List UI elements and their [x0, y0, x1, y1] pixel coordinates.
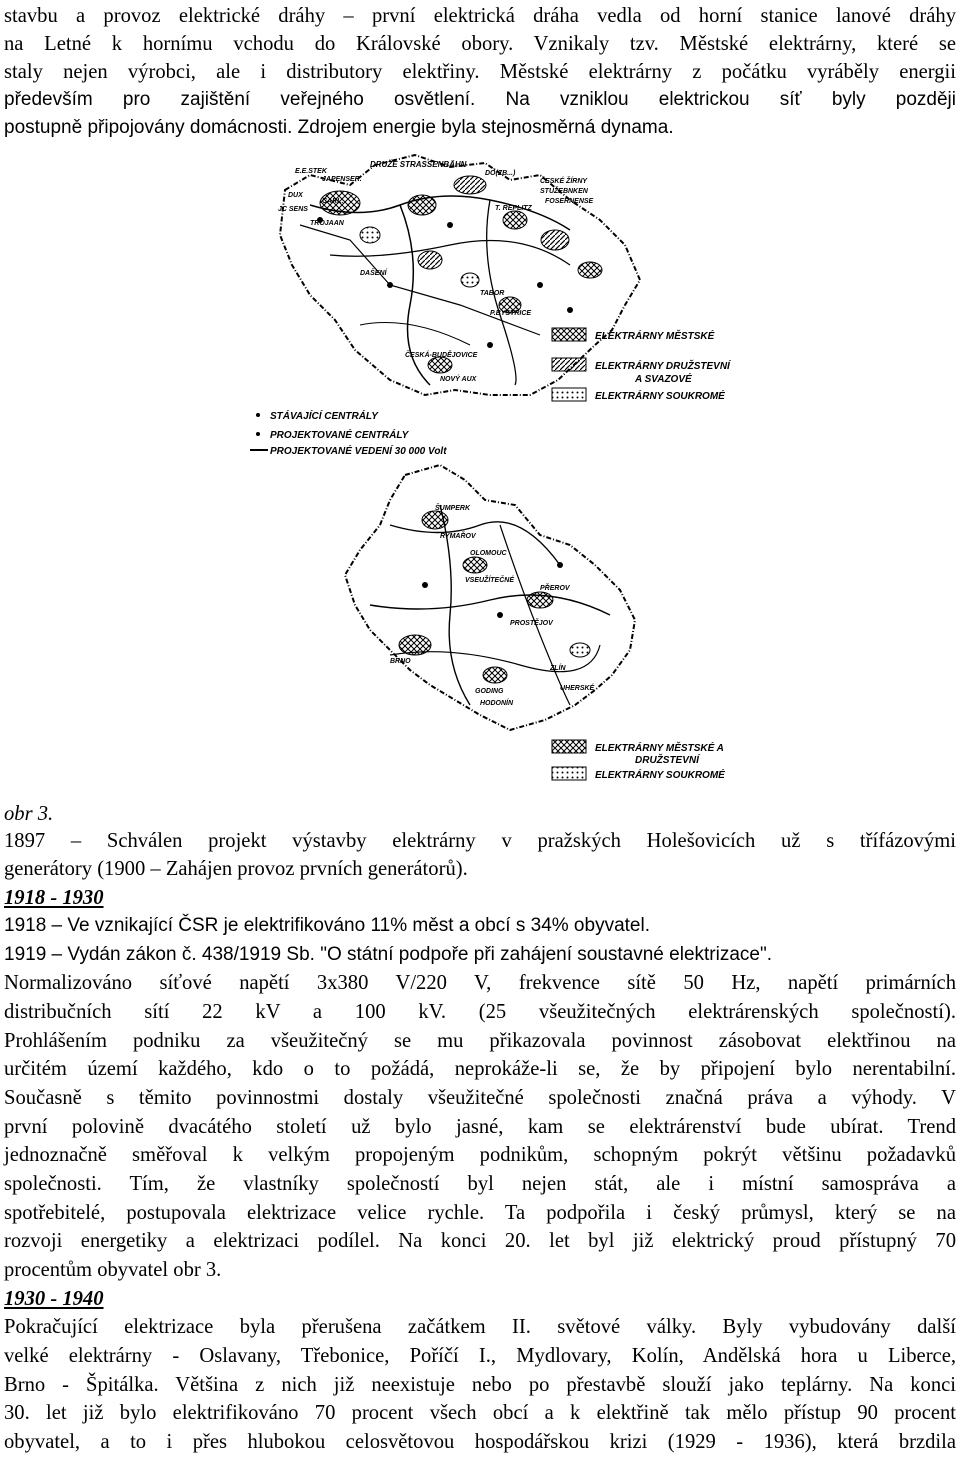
legend-swatch-diag	[552, 358, 586, 371]
legend-swatch-dots	[552, 767, 586, 780]
intro-line-3: staly nejen výrobci, ale i distributory elektřiny. Městské elektrárny z počátku vyráběly energii	[4, 61, 956, 83]
map-moravia	[345, 465, 635, 730]
legend-label: ELEKTRÁRNY SOUKROMÉ	[595, 391, 725, 402]
body-line: spotřebitelé, postupovala elektrizace velice rychle. Ta podpořila i český průmysl, který se na	[4, 1202, 956, 1224]
body-line: 1919 – Vydán zákon č. 438/1919 Sb. "O státní podpoře při zahájení soustavné elektrizace".	[4, 944, 772, 965]
body-line: Normalizováno síťové napětí 3x380 V/220 V, frekvence sítě 50 Hz, napětí primárních	[4, 972, 956, 994]
map1-label: JAPENSER.	[322, 176, 362, 183]
body-line: obyvatel, a to i přes hlubokou celosvětovou hospodářskou krizi (1929 - 1936), která brzdila	[4, 1431, 956, 1453]
legend-label: STÁVAJÍCÍ CENTRÁLY	[270, 411, 378, 422]
body-line: společnosti. Tím, že vlastníky společností byl nejen stát, ale i místní samospráva a	[4, 1173, 956, 1195]
figure-maps	[240, 145, 740, 785]
legend-label: A SVAZOVÉ	[635, 374, 692, 385]
legend-label: DRUŽSTEVNÍ	[635, 755, 699, 766]
body-line: velké elektrárny - Oslavany, Třebonice, Poříčí I., Mydlovary, Kolín, Andělská hora u Liberce,	[4, 1345, 956, 1367]
legend-label: ELEKTRÁRNY DRUŽSTEVNÍ	[595, 361, 730, 372]
intro-line-5: postupně připojovány domácnosti. Zdrojem energie byla stejnosměrná dynama.	[4, 117, 674, 138]
body-line: generátory (1900 – Zahájen provoz prvních generátorů).	[4, 858, 468, 880]
legend-label: PROJEKTOVANÉ VEDENÍ 30 000 Volt	[270, 446, 447, 457]
body-line: rozvoji energetiky a elektrizaci podílel. Na konci 20. let byl již elektrický proud přístupný 70	[4, 1230, 956, 1252]
map2-label: HODONÍN	[480, 700, 514, 707]
intro-line-2: na Letné k hornímu vchodu do Královské obory. Vznikaly tzv. Městské elektrárny, které se	[4, 33, 956, 55]
legend-dot	[256, 413, 260, 417]
body-line: Současně s těmito povinnostmi dostaly všeužitečné společnosti značná práva a výhody. V	[4, 1087, 956, 1109]
legend-label: PROJEKTOVANÉ CENTRÁLY	[270, 430, 409, 441]
body-line: Prohlášením podniku za všeužitečný se mu přikazovala povinnost zásobovat elektřinou na	[4, 1030, 956, 1052]
body-line: první polovině dvacátého století už bylo jasné, kam se elektrárenství bude ubírat. Trend	[4, 1116, 956, 1138]
figure-caption: obr 3.	[4, 803, 54, 825]
map2-label: RYMAŘOV	[440, 533, 476, 540]
map1-label: TABOR	[480, 290, 505, 297]
section-heading: 1930 - 1940	[4, 1288, 104, 1310]
legend-label: ELEKTRÁRNY SOUKROMÉ	[595, 770, 725, 781]
map2-label: ZLÍN	[550, 665, 566, 672]
map1-label: STUŽEBNKEN	[540, 188, 588, 195]
intro-line-4: především pro zajištění veřejného osvětlení. Na vzniklou elektrickou síť byly později	[4, 89, 956, 110]
map1-label: DÓ(ZB...)	[485, 170, 516, 177]
body-line: jednoznačně směřoval k velkým propojeným podnikům, schopným pokrýt většinu požadavků	[4, 1144, 956, 1166]
body-line: distribučních sítí 22 kV a 100 kV. (25 všeužitečných elektrárenských společností).	[4, 1001, 956, 1023]
legend-label: ELEKTRÁRNY MĚSTSKÉ	[595, 331, 715, 342]
legend-swatch-dots	[552, 388, 586, 401]
legend-swatch-cross	[552, 328, 586, 341]
body-line: určitém území každého, kdo o to požádá, neprokáže-li se, že by připojení bylo nerentabilní.	[4, 1058, 956, 1080]
map1-label: TROJAAN	[310, 220, 344, 227]
body-line: 1897 – Schválen projekt výstavby elektrárny v pražských Holešovicích už s třífázovými	[4, 830, 956, 852]
legend-swatch-cross	[552, 740, 586, 753]
map1-label: ČESKÁ-BUDĚJOVICE	[405, 352, 478, 359]
body-line: Brno - Špitálka. Většina z nich již neexistuje nebo po přestavbě slouží jako teplárny. Na konci	[4, 1374, 956, 1396]
map2-label: BRNO	[390, 658, 411, 665]
legend-dot	[256, 432, 260, 436]
map1-line-legend	[250, 409, 447, 457]
map2-label: ŠUMPERK	[435, 505, 471, 512]
map1-label: NOVÝ AUX	[440, 376, 477, 383]
map1-label: CARL.	[322, 198, 344, 205]
map2-label: OLOMOUC	[470, 550, 507, 557]
map2-label: PROSTĚJOV	[510, 620, 553, 627]
legend-label: ELEKTRÁRNY MĚSTSKÉ A	[595, 743, 724, 754]
map1-label: FOSERNENSE	[545, 198, 594, 205]
map2-label: PŘEROV	[540, 585, 570, 592]
map1-label: DRUŽE STRASSENBÄHN	[370, 160, 467, 169]
map1-label: ČESKÉ ŽÍRNY	[540, 178, 588, 185]
map2-label: GODING	[475, 688, 504, 695]
map1-label: JC SENS	[278, 206, 308, 213]
body-line: procentům obyvatel obr 3.	[4, 1259, 222, 1281]
map2-label: VSEUŽÍTEČNÉ	[465, 577, 515, 584]
map1-label: P.BYSTŘICE	[490, 310, 532, 317]
intro-line-1: stavbu a provoz elektrické dráhy – první elektrická dráha vedla od horní stanice lanové dráhy	[4, 5, 956, 27]
section-heading: 1918 - 1930	[4, 887, 104, 909]
map1-label: T. REPLITZ	[495, 205, 532, 212]
map2-hatch-legend	[552, 740, 725, 781]
map1-label: DAŠENÍ	[360, 270, 387, 277]
map1-hatch-legend	[552, 328, 732, 402]
map1-label: E.E.STEK	[295, 168, 327, 175]
body-line: Pokračující elektrizace byla přerušena začátkem II. světové války. Byly vybudovány další	[4, 1316, 956, 1338]
map2-label: UHERSKÉ	[560, 685, 595, 692]
body-line: 1918 – Ve vznikající ČSR je elektrifikováno 11% měst a obcí s 34% obyvatel.	[4, 915, 650, 936]
body-line: 30. let již bylo elektrifikováno 70 procent všech obcí a k elektřině tak mělo přístup 90 procent	[4, 1402, 956, 1424]
map1-label: DUX	[288, 192, 303, 199]
